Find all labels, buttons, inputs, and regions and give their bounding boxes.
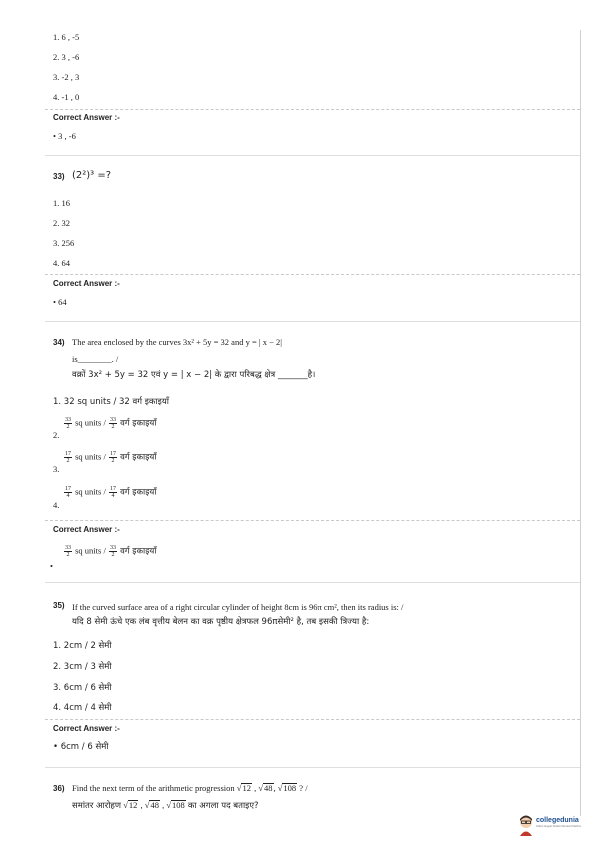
divider xyxy=(45,109,580,110)
divider xyxy=(45,321,580,322)
divider xyxy=(45,582,580,583)
question-text-hi: यदि 8 सेमी ऊंचे एक लंब वृत्तीय बेलन का वक्र पृष्ठीय क्षेत्रफल 96πसेमी² है, तब इसकी त्रिज्या है: xyxy=(72,617,370,627)
logo-name: collegedunia xyxy=(536,817,579,824)
option-3: 3. 6cm / 6 सेमी xyxy=(53,683,112,693)
correct-answer-label: Correct Answer :- xyxy=(53,113,120,122)
question-text-hi: समांतर आरोहण √12 , √48 , √108 का अगला पद बताइए? xyxy=(72,800,259,811)
question-number: 36) xyxy=(53,784,65,793)
option-4: 4. 4cm / 4 सेमी xyxy=(53,703,112,713)
option-3-content: $\frac{17}{2}$ sq units / $\frac{17}{2}$ वर्ग इकाइयाँ xyxy=(65,451,157,464)
question-paper xyxy=(45,30,581,816)
question-number: 34) xyxy=(53,338,65,347)
correct-answer-label: Correct Answer :- xyxy=(53,724,120,733)
fraction: $\frac{33}{2}$ xyxy=(65,417,71,430)
option-4: 4. -1 , 0 xyxy=(53,92,80,102)
divider xyxy=(45,274,580,275)
option-2: 2. 32 xyxy=(53,218,70,228)
collegedunia-logo xyxy=(517,813,595,837)
option-4-content: $\frac{17}{4}$ sq units / $\frac{17}{4}$ वर्ग इकाइयाँ xyxy=(65,486,157,499)
option-2: 2. 3 , -6 xyxy=(53,52,80,62)
question-text-en: Find the next term of the arithmetic progression √12 , √48, √108 ? / xyxy=(72,783,308,793)
bullet: • xyxy=(53,297,56,307)
option-1: 1. 32 sq units / 32 वर्ग इकाइयाँ xyxy=(53,397,169,407)
logo-tagline: India's largest Student Review Platform xyxy=(536,825,582,828)
question-number: 33) xyxy=(53,172,65,181)
option-2-content: $\frac{33}{2}$ sq units / $\frac{33}{2}$ वर्ग इकाइयाँ xyxy=(65,417,157,430)
divider xyxy=(45,767,580,768)
option-1: 1. 16 xyxy=(53,198,70,208)
question-text-hi: वक्रों 3x² + 5y = 32 एवं y = | x − 2| के द्वारा परिबद्ध क्षेत्र _______है। xyxy=(72,370,316,380)
correct-answer: $\frac{33}{2}$ sq units / $\frac{33}{2}$ वर्ग इकाइयाँ xyxy=(65,545,157,558)
option-2: 2. 3cm / 3 सेमी xyxy=(53,662,112,672)
question-text: (2²)³ =? xyxy=(72,170,112,181)
bullet: • xyxy=(53,742,59,752)
option-3: 3. 256 xyxy=(53,238,75,248)
option-1: 1. 2cm / 2 सेमी xyxy=(53,641,112,651)
fraction: $\frac{33}{2}$ xyxy=(109,417,116,430)
mascot-icon xyxy=(517,814,535,836)
question-text-en: If the curved surface area of a right circular cylinder of height 8cm is 96π cm², then its radius is: / xyxy=(72,602,404,612)
option-4-number: 4. xyxy=(53,500,60,510)
option-3: 3. -2 , 3 xyxy=(53,72,80,82)
option-3-number: 3. xyxy=(53,464,60,474)
correct-answer: • 64 xyxy=(53,297,67,307)
fraction: $\frac{33}{2}$ xyxy=(109,545,116,558)
divider xyxy=(45,719,580,720)
question-text-en: The area enclosed by the curves 3x² + 5y = 32 and y = | x − 2| xyxy=(72,337,282,347)
option-1: 1. 6 , -5 xyxy=(53,32,80,42)
fraction: $\frac{17}{4}$ xyxy=(109,486,116,499)
correct-answer-label: Correct Answer :- xyxy=(53,279,120,288)
correct-answer: • 3 , -6 xyxy=(53,131,76,141)
question-text-en-cont: is________. / xyxy=(72,354,119,364)
option-2-number: 2. xyxy=(53,430,60,440)
fraction: $\frac{33}{2}$ xyxy=(65,545,71,558)
divider xyxy=(45,155,580,156)
fraction: $\frac{17}{4}$ xyxy=(65,486,71,499)
bullet: • xyxy=(50,561,53,571)
correct-answer-label: Correct Answer :- xyxy=(53,525,120,534)
divider xyxy=(45,520,580,521)
fraction: $\frac{17}{2}$ xyxy=(109,451,116,464)
bullet: • xyxy=(53,131,56,141)
correct-answer: • 6cm / 6 सेमी xyxy=(53,742,109,752)
option-4: 4. 64 xyxy=(53,258,70,268)
fraction: $\frac{17}{2}$ xyxy=(65,451,71,464)
question-number: 35) xyxy=(53,601,65,610)
